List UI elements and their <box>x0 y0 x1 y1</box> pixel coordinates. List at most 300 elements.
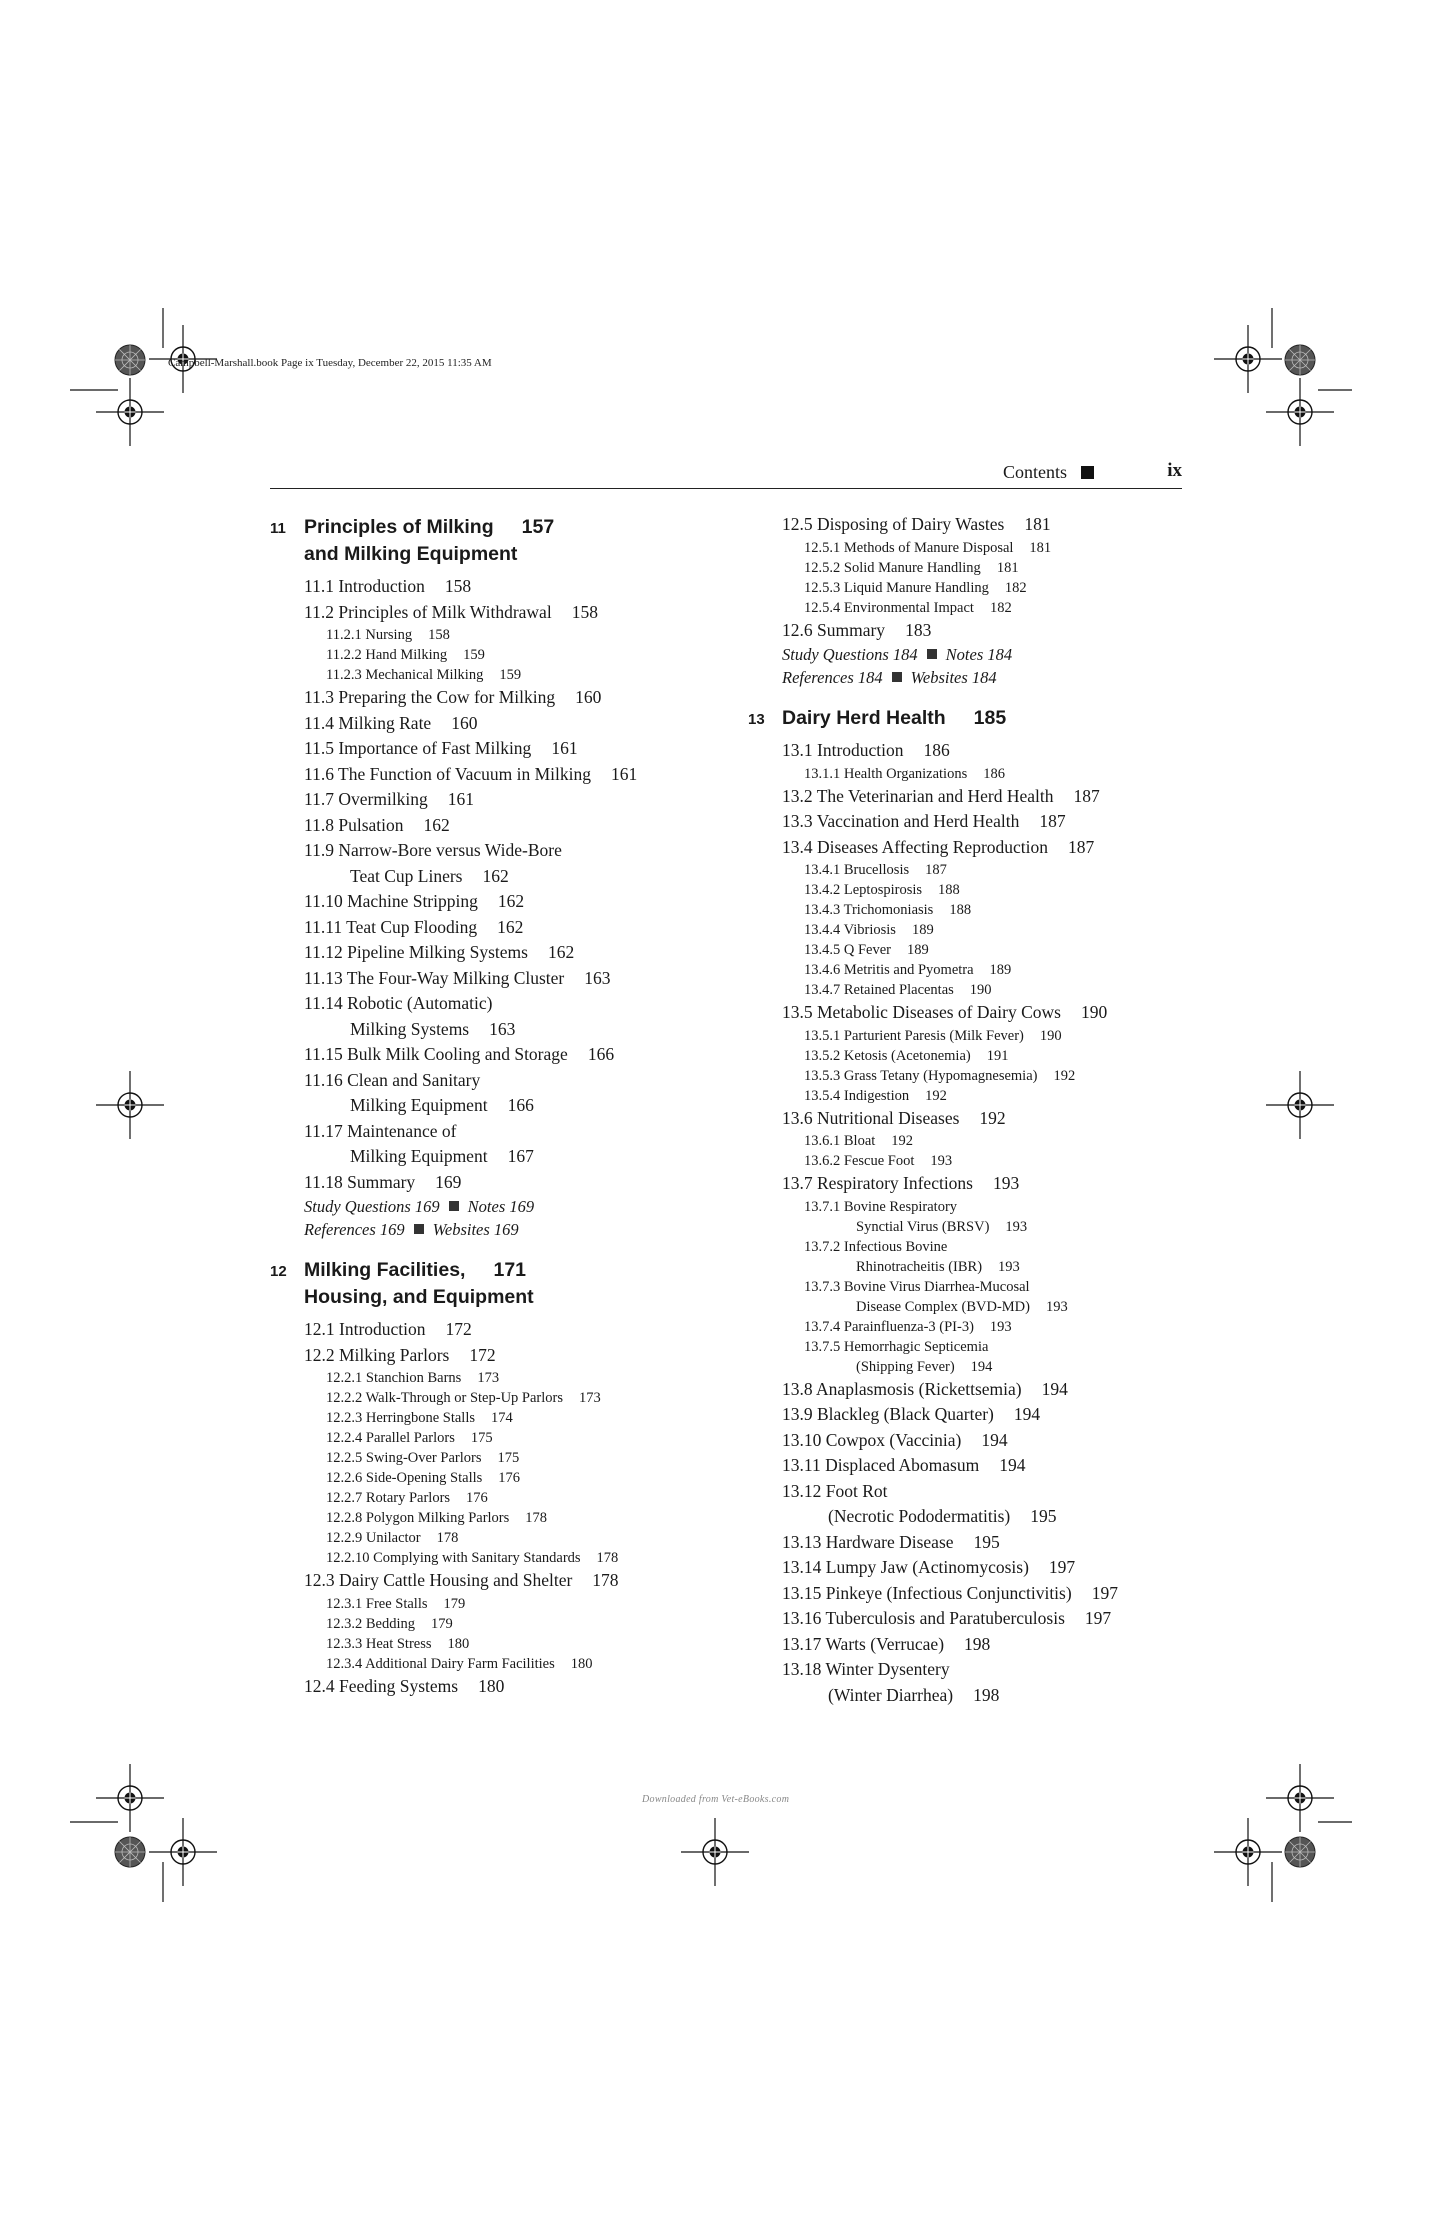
section-title: Teat Cup Flooding <box>346 916 478 937</box>
section-page: 163 <box>584 967 611 988</box>
section-number: 11.15 <box>304 1044 343 1064</box>
section-number: 13.5.1 <box>804 1027 841 1044</box>
section-number: 13.7.5 <box>804 1338 841 1355</box>
section-number: 13.17 <box>782 1633 822 1654</box>
entry-first-line <box>782 811 1066 831</box>
section-number: 13.12 <box>782 1480 822 1501</box>
page-number: ix <box>1167 460 1182 481</box>
toc-left-column <box>270 514 774 1699</box>
section-title: Metabolic Diseases of Dairy Cows <box>817 1002 1061 1022</box>
section-title: Fescue Foot <box>843 1153 915 1169</box>
section-title: Importance of Fast Milking <box>338 738 532 758</box>
section-title: Additional Dairy Farm Facilities <box>365 1655 555 1672</box>
entry-first-line <box>782 1608 1111 1628</box>
toc-subsection-entry <box>782 1066 1252 1086</box>
section-page: 186 <box>983 765 1005 782</box>
toc-section-entry <box>782 1606 1252 1632</box>
section-number: 12.3.2 <box>326 1615 363 1632</box>
entry-first-line <box>304 602 598 622</box>
section-page: 162 <box>482 865 509 886</box>
toc-subsection-entry <box>782 1151 1252 1171</box>
toc-section-entry <box>304 600 774 626</box>
section-page: 181 <box>1024 514 1051 534</box>
entry-first-line <box>804 882 960 898</box>
section-title: Overmilking <box>338 789 428 809</box>
section-title: Bovine Virus Diarrhea-Mucosal <box>843 1278 1030 1295</box>
entry-first-line <box>326 1390 601 1406</box>
section-number: 11.3 <box>304 687 334 707</box>
section-title: Introduction <box>817 740 904 760</box>
section-number: 13.13 <box>782 1531 822 1552</box>
endmatter-line <box>782 643 1252 666</box>
entry-first-line <box>782 1108 1006 1128</box>
section-number: 13.6 <box>782 1107 813 1128</box>
section-number: 13.5 <box>782 1002 813 1022</box>
section-page: 162 <box>497 916 524 937</box>
toc-subsection-entry <box>782 578 1252 598</box>
toc-section-entry <box>304 1674 774 1700</box>
section-title: Robotic (Automatic) <box>347 993 493 1013</box>
toc-subsection-entry <box>304 1408 774 1428</box>
section-title: Swing-Over Parlors <box>365 1450 482 1466</box>
section-page: 174 <box>491 1410 513 1426</box>
entry-first-line <box>804 766 1005 782</box>
section-number: 13.4.7 <box>804 982 841 998</box>
entry-continuation-line <box>304 864 774 890</box>
entry-first-line <box>326 1370 499 1386</box>
section-title: Leptospirosis <box>843 882 923 898</box>
toc-chapter <box>270 1257 774 1699</box>
section-number: 13.7.1 <box>804 1198 841 1215</box>
section-number: 13.1 <box>782 740 813 760</box>
section-title: Disposing of Dairy Wastes <box>817 514 1005 534</box>
section-page: 192 <box>925 1087 947 1104</box>
section-number: 12.2.5 <box>326 1450 363 1466</box>
toc-section-entry <box>304 1119 774 1170</box>
entry-first-line <box>326 647 485 663</box>
section-number: 11.4 <box>304 712 334 733</box>
section-number: 13.4.3 <box>804 902 841 918</box>
entry-first-line <box>804 560 1019 576</box>
section-title: Introduction <box>338 576 425 596</box>
section-title: Complying with Sanitary Standards <box>373 1550 581 1566</box>
section-page: 158 <box>444 576 472 596</box>
section-title: Winter Dysentery <box>825 1659 950 1679</box>
section-number: 11.17 <box>304 1120 343 1141</box>
toc-subsection-entry <box>782 1237 1252 1277</box>
toc-section-entry <box>782 1657 1252 1708</box>
entry-first-line <box>782 514 1051 534</box>
square-bullet-icon <box>927 649 937 659</box>
section-number: 13.15 <box>782 1582 822 1603</box>
section-page: 158 <box>428 627 450 643</box>
endmatter-item: Notes 184 <box>945 645 1013 664</box>
toc-subsection-entry <box>782 1277 1252 1317</box>
section-title: Narrow-Bore versus Wide-Bore <box>338 840 562 860</box>
section-page: 197 <box>1048 1557 1076 1577</box>
section-page: 189 <box>907 942 929 958</box>
toc-subsection-entry <box>304 1654 774 1674</box>
entry-first-line <box>304 815 450 835</box>
entry-first-line <box>804 580 1027 596</box>
section-number: 13.8 <box>782 1378 813 1399</box>
section-title: Introduction <box>339 1319 426 1339</box>
toc-section-entry <box>304 1170 774 1196</box>
section-page: 192 <box>979 1107 1006 1128</box>
section-title: Vibriosis <box>843 922 896 938</box>
section-number: 13.2 <box>782 785 813 806</box>
chapter-title <box>304 1257 774 1311</box>
entry-first-line <box>804 1048 1008 1064</box>
entry-first-line <box>782 1583 1118 1603</box>
toc-section-entry <box>782 1377 1252 1403</box>
section-title-continued: (Shipping Fever) <box>856 1358 955 1375</box>
section-number: 13.6.1 <box>804 1133 841 1149</box>
entry-first-line <box>304 738 578 758</box>
square-bullet-icon <box>892 672 902 682</box>
entry-first-line <box>304 687 601 707</box>
entry-first-line <box>782 1481 888 1501</box>
print-slug: Campbell-Marshall.book Page ix Tuesday, December 22, 2015 11:35 AM <box>168 357 492 369</box>
chapter-page: 157 <box>521 516 555 538</box>
section-title: Parainfluenza-3 (PI-3) <box>843 1318 974 1335</box>
entry-first-line <box>326 1636 469 1652</box>
running-head <box>270 456 1182 489</box>
section-page: 162 <box>547 942 575 962</box>
section-title: Parturient Paresis (Milk Fever) <box>843 1027 1024 1044</box>
section-number: 11.11 <box>304 916 343 937</box>
entry-first-line <box>782 1430 1008 1450</box>
entry-first-line <box>782 1002 1107 1022</box>
section-title: Foot Rot <box>825 1480 888 1501</box>
section-number: 11.5 <box>304 738 334 758</box>
section-number: 12.3.4 <box>326 1655 363 1672</box>
entry-first-line <box>304 891 524 911</box>
toc-section-entry <box>782 809 1252 835</box>
section-title-continued: Disease Complex (BVD-MD) <box>856 1298 1030 1315</box>
toc-subsection-entry <box>782 764 1252 784</box>
section-title: Polygon Milking Parlors <box>365 1510 510 1526</box>
section-title: Blackleg (Black Quarter) <box>817 1404 994 1424</box>
section-number: 13.5.3 <box>804 1067 841 1084</box>
section-title: Bloat <box>843 1133 876 1149</box>
section-title: Principles of Milk Withdrawal <box>338 601 552 622</box>
entry-first-line <box>804 982 992 998</box>
section-title: Unilactor <box>365 1530 421 1546</box>
section-title: Retained Placentas <box>843 982 954 998</box>
entry-first-line <box>326 1656 593 1672</box>
section-title: Nutritional Diseases <box>817 1107 960 1128</box>
section-title: The Four-Way Milking Cluster <box>346 967 565 988</box>
toc-section-entry <box>304 574 774 600</box>
section-title: Walk-Through or Step-Up Parlors <box>365 1390 563 1406</box>
section-title: Feeding Systems <box>339 1675 459 1696</box>
section-page: 195 <box>1030 1506 1057 1526</box>
entry-first-line <box>326 1470 520 1486</box>
endmatter-item: Websites 184 <box>910 668 997 687</box>
toc-section-entry <box>782 1453 1252 1479</box>
section-title: Q Fever <box>843 942 891 958</box>
toc-section-entry <box>782 738 1252 764</box>
toc-chapter <box>270 514 774 1241</box>
section-page: 159 <box>499 667 522 683</box>
entry-first-line <box>804 1153 952 1169</box>
section-number: 11.16 <box>304 1069 343 1090</box>
section-number: 13.10 <box>782 1429 822 1450</box>
endmatter-item: References 184 <box>782 668 883 687</box>
entry-first-line <box>326 1410 513 1426</box>
section-page: 166 <box>587 1044 615 1064</box>
entry-first-line <box>326 1490 488 1506</box>
entry-first-line <box>782 740 950 760</box>
entry-first-line <box>304 764 637 784</box>
section-title: Brucellosis <box>843 862 910 878</box>
toc-subsection-entry <box>782 1046 1252 1066</box>
section-number: 12.6 <box>782 619 813 640</box>
toc-section-entry <box>782 512 1252 538</box>
entry-first-line <box>782 837 1094 857</box>
section-page: 194 <box>981 1429 1008 1450</box>
section-page: 173 <box>477 1370 500 1386</box>
section-page: 162 <box>497 891 525 911</box>
section-title: Pulsation <box>338 814 404 835</box>
entry-continuation-line <box>804 1257 1252 1277</box>
entry-continuation-line <box>804 1357 1252 1377</box>
section-title: Ketosis (Acetonemia) <box>843 1047 971 1064</box>
entry-first-line <box>782 786 1100 806</box>
toc-subsection-entry <box>304 1594 774 1614</box>
section-page: 160 <box>575 687 602 707</box>
entry-first-line <box>304 1570 619 1590</box>
endmatter-item: Study Questions 169 <box>304 1197 440 1216</box>
section-title: Pipeline Milking Systems <box>347 942 528 962</box>
spacer <box>782 689 1252 705</box>
section-number: 13.7.2 <box>804 1238 841 1255</box>
toc-section-entry <box>304 736 774 762</box>
section-title: Anaplasmosis (Rickettsemia) <box>816 1378 1022 1399</box>
section-number: 13.7.4 <box>804 1318 841 1335</box>
section-title: Rotary Parlors <box>365 1490 451 1506</box>
section-title: Bedding <box>365 1615 416 1632</box>
section-number: 11.9 <box>304 840 334 860</box>
section-title: Liquid Manure Handling <box>843 579 989 596</box>
endmatter-line <box>782 666 1252 689</box>
section-number: 13.14 <box>782 1557 822 1577</box>
entry-first-line <box>804 962 1011 978</box>
endmatter-item: Notes 169 <box>467 1197 535 1216</box>
chapter-number: 11 <box>270 520 286 537</box>
toc-section-entry <box>782 618 1252 644</box>
section-title: The Function of Vacuum in Milking <box>338 763 591 784</box>
chapter-number: 12 <box>270 1263 287 1280</box>
section-page: 166 <box>507 1095 534 1115</box>
entry-first-line <box>326 1616 453 1632</box>
entry-first-line <box>804 1068 1075 1084</box>
section-title: Maintenance of <box>347 1120 457 1141</box>
section-title-continued: Synctial Virus (BRSV) <box>856 1218 990 1235</box>
section-page: 193 <box>993 1173 1020 1193</box>
entry-first-line <box>326 1530 458 1546</box>
section-page: 176 <box>466 1490 488 1506</box>
toc-section-entry <box>304 1068 774 1119</box>
toc-subsection-entry <box>304 1508 774 1528</box>
toc-right-column <box>748 512 1252 1708</box>
section-number: 12.2.8 <box>326 1510 363 1526</box>
square-bullet-icon <box>449 1201 459 1211</box>
entry-first-line <box>782 1404 1040 1424</box>
section-number: 13.4.1 <box>804 862 841 878</box>
entry-first-line <box>782 1379 1068 1399</box>
entry-first-line <box>304 1070 480 1090</box>
entry-first-line <box>326 667 521 683</box>
toc-section-entry <box>304 711 774 737</box>
section-number: 13.9 <box>782 1404 813 1424</box>
section-number: 13.5.4 <box>804 1087 841 1104</box>
toc-subsection-entry <box>304 625 774 645</box>
entry-continuation-line <box>782 1683 1252 1709</box>
toc-subsection-entry <box>782 860 1252 880</box>
entry-first-line <box>782 1659 950 1679</box>
section-page: 189 <box>989 962 1012 978</box>
section-page: 187 <box>1039 811 1066 831</box>
section-number: 12.3.1 <box>326 1595 363 1612</box>
entry-first-line <box>782 1634 990 1654</box>
section-page: 158 <box>571 601 598 622</box>
entry-first-line <box>304 576 471 596</box>
section-title: Parallel Parlors <box>365 1430 455 1446</box>
toc-section-entry <box>782 1479 1252 1530</box>
section-number: 13.4.2 <box>804 882 841 898</box>
section-page: 193 <box>1005 1218 1028 1235</box>
entry-first-line <box>304 1345 496 1365</box>
entry-first-line <box>804 862 947 878</box>
toc-subsection-entry <box>304 1614 774 1634</box>
section-number: 12.2.6 <box>326 1470 363 1486</box>
toc-section-entry <box>304 915 774 941</box>
chapter-title-line: Housing, and Equipment <box>304 1286 534 1308</box>
section-number: 13.4 <box>782 836 813 857</box>
section-title: Metritis and Pyometra <box>843 962 974 978</box>
section-page: 182 <box>1004 579 1027 596</box>
entry-first-line <box>304 1121 456 1141</box>
entry-first-line <box>804 1279 1030 1295</box>
chapter-title-line: Dairy Herd Health <box>782 707 946 729</box>
entry-first-line <box>304 942 574 962</box>
section-page: 178 <box>525 1510 548 1526</box>
entry-first-line <box>304 840 562 860</box>
entry-first-line <box>304 1172 461 1192</box>
section-number: 13.16 <box>782 1608 822 1628</box>
section-page: 181 <box>1029 539 1052 556</box>
toc-subsection-entry <box>782 940 1252 960</box>
section-page: 192 <box>891 1133 914 1149</box>
entry-first-line <box>804 942 929 958</box>
toc-subsection-entry <box>304 1368 774 1388</box>
section-title: Diseases Affecting Reproduction <box>817 836 1049 857</box>
section-page: 193 <box>930 1153 953 1169</box>
section-number: 13.7.3 <box>804 1278 841 1295</box>
section-title: Indigestion <box>843 1087 910 1104</box>
toc-subsection-entry <box>782 538 1252 558</box>
entry-first-line <box>782 1173 1019 1193</box>
section-title: Summary <box>347 1171 416 1192</box>
toc-section-entry <box>304 762 774 788</box>
section-title: Hand Milking <box>365 647 448 663</box>
entry-first-line <box>304 713 477 733</box>
toc-section-entry <box>782 1581 1252 1607</box>
section-page: 190 <box>1039 1027 1062 1044</box>
section-page: 175 <box>497 1450 520 1466</box>
section-page: 197 <box>1084 1608 1112 1628</box>
section-page: 182 <box>989 599 1012 616</box>
toc-subsection-entry <box>782 920 1252 940</box>
section-number: 13.11 <box>782 1455 821 1475</box>
section-number: 13.4.4 <box>804 922 841 938</box>
section-number: 12.5.2 <box>804 559 841 576</box>
section-number: 13.18 <box>782 1659 822 1679</box>
chapter-endmatter <box>304 1195 774 1241</box>
entry-first-line <box>326 1510 547 1526</box>
section-title: Herringbone Stalls <box>365 1410 476 1426</box>
section-title: Nursing <box>365 627 413 643</box>
section-page: 190 <box>969 982 992 998</box>
section-title: Respiratory Infections <box>817 1173 973 1193</box>
chapter-title-line: and Milking Equipment <box>304 543 518 565</box>
section-title-continued: Milking Equipment <box>350 1095 488 1115</box>
toc-subsection-entry <box>782 1086 1252 1106</box>
chapter-endmatter <box>782 643 1252 689</box>
toc-subsection-entry <box>782 980 1252 1000</box>
entry-first-line <box>326 1596 465 1612</box>
section-page: 172 <box>445 1319 472 1339</box>
entry-continuation-line <box>304 1017 774 1043</box>
toc-subsection-entry <box>304 1488 774 1508</box>
toc-section-entry <box>304 1042 774 1068</box>
section-page: 175 <box>470 1430 493 1446</box>
toc-section-entry <box>782 1632 1252 1658</box>
section-page: 187 <box>1073 785 1100 806</box>
section-number: 12.1 <box>304 1319 335 1339</box>
section-title: Warts (Verrucae) <box>825 1633 945 1654</box>
endmatter-line <box>304 1218 774 1241</box>
section-number: 11.8 <box>304 814 334 835</box>
section-title: Bulk Milk Cooling and Storage <box>347 1044 568 1064</box>
toc-section-entry <box>304 813 774 839</box>
section-title: Hardware Disease <box>825 1531 954 1552</box>
section-page: 163 <box>489 1018 516 1039</box>
section-page: 169 <box>435 1171 462 1192</box>
section-page: 178 <box>436 1530 459 1546</box>
toc-subsection-entry <box>782 1026 1252 1046</box>
toc-chapter <box>748 705 1252 1708</box>
section-number: 13.4.5 <box>804 942 841 958</box>
toc-subsection-entry <box>782 900 1252 920</box>
toc-section-entry <box>782 1171 1252 1197</box>
entry-first-line <box>326 1430 493 1446</box>
entry-first-line <box>804 1319 1012 1335</box>
section-title: Mechanical Milking <box>365 667 484 683</box>
section-page: 194 <box>970 1358 993 1375</box>
section-page: 180 <box>478 1675 505 1696</box>
section-title: Stanchion Barns <box>365 1370 462 1386</box>
section-title-continued: (Necrotic Pododermatitis) <box>828 1506 1011 1526</box>
section-page: 188 <box>938 882 960 898</box>
section-number: 11.12 <box>304 942 343 962</box>
toc-section-entry <box>304 940 774 966</box>
toc-section-entry <box>304 787 774 813</box>
toc-section-entry <box>782 1555 1252 1581</box>
toc-subsection-entry <box>782 1317 1252 1337</box>
